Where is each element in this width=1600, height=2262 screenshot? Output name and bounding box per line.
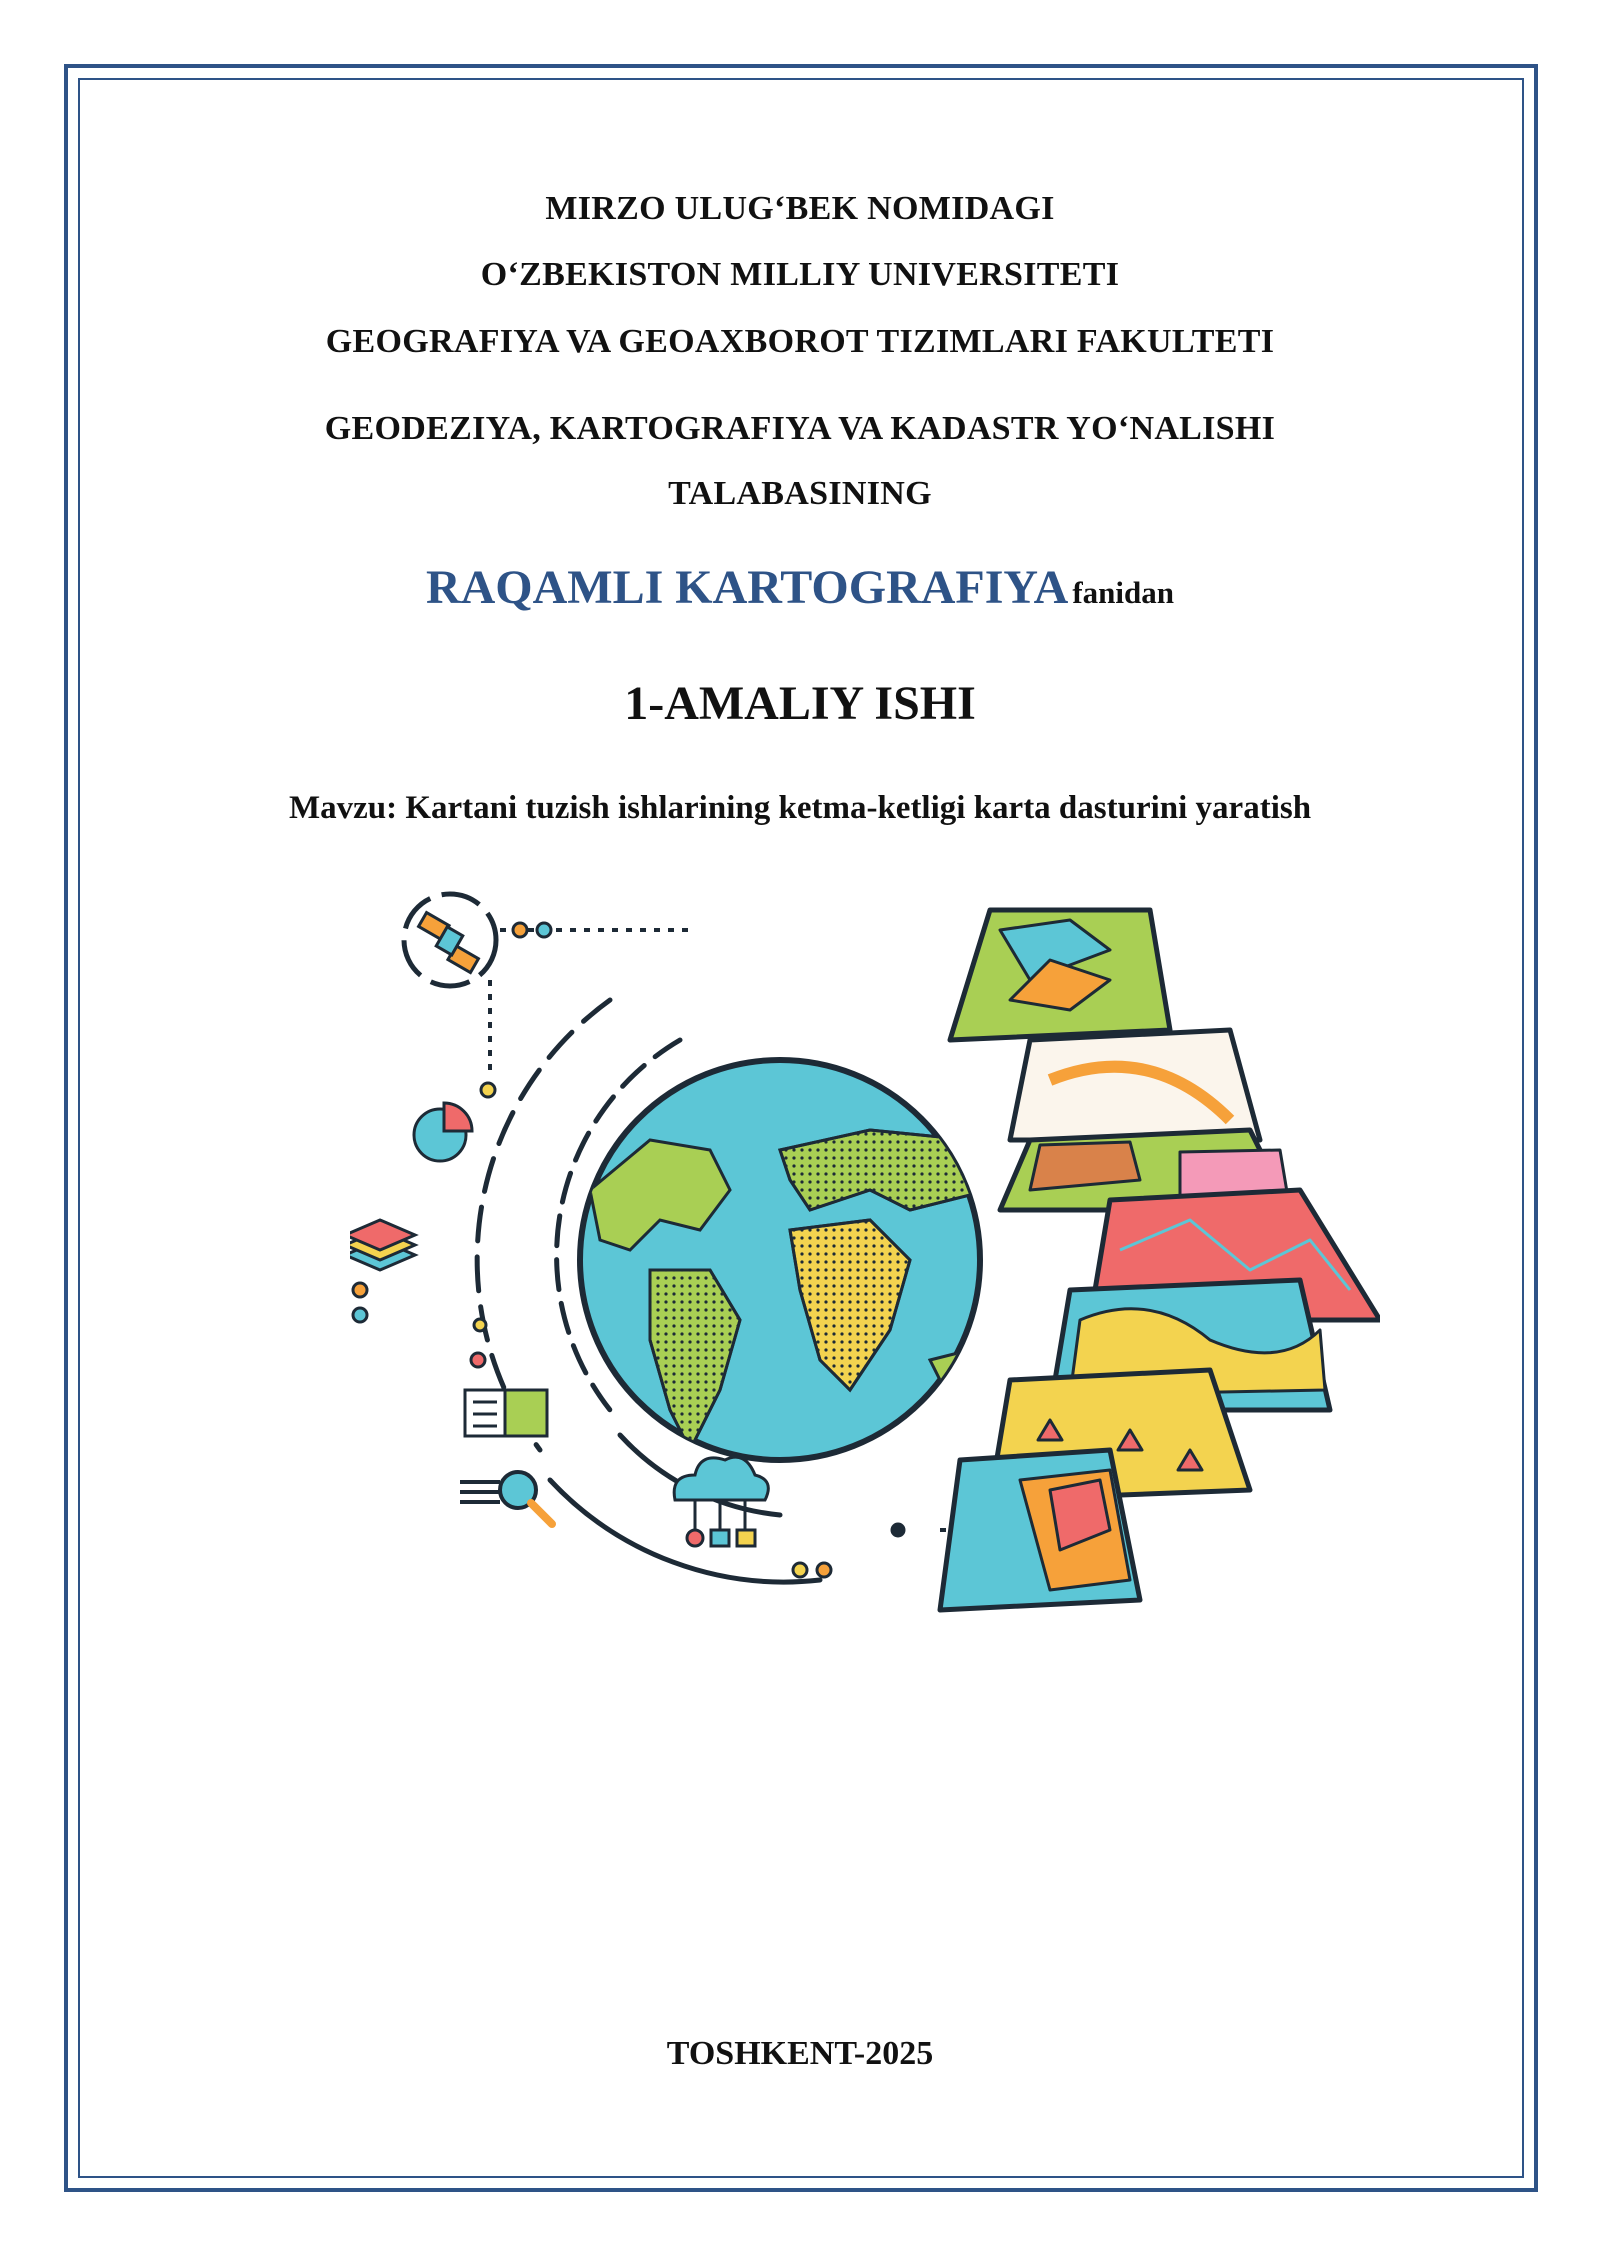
pie-chart-icon (414, 1103, 472, 1161)
university-name-line1: MIRZO ULUG‘BEK NOMIDAGI (545, 190, 1055, 227)
student-label: TALABASINING (668, 475, 932, 512)
globe-icon (580, 1060, 990, 1460)
legend-panel-icon (465, 1390, 547, 1436)
cartography-illustration (350, 890, 1380, 1620)
layers-icon (350, 1220, 415, 1270)
work-title: 1-AMALIY ISHI (624, 677, 976, 730)
subject-name: RAQAMLI KARTOGRAFIYA (425, 561, 1069, 614)
satellite-icon (404, 894, 496, 986)
magnifier-icon (460, 1472, 552, 1524)
faculty-name: GEOGRAFIYA VA GEOAXBOROT TIZIMLARI FAKULTETI (325, 323, 1275, 360)
city-year: TOSHKENT-2025 (666, 2035, 934, 2072)
university-name-line2: O‘ZBEKISTON MILLIY UNIVERSITETI (480, 256, 1120, 293)
subject-line (0, 560, 1600, 615)
topic-line: Mavzu: Kartani tuzish ishlarining ketma-ketligi karta dasturini yaratish (288, 790, 1312, 826)
map-layer-stack-icon (940, 910, 1380, 1610)
cloud-network-icon (674, 1457, 768, 1546)
program-name: GEODEZIYA, KARTOGRAFIYA VA KADASTR YO‘NALISHI (324, 410, 1276, 447)
subject-suffix: fanidan (1072, 575, 1175, 610)
